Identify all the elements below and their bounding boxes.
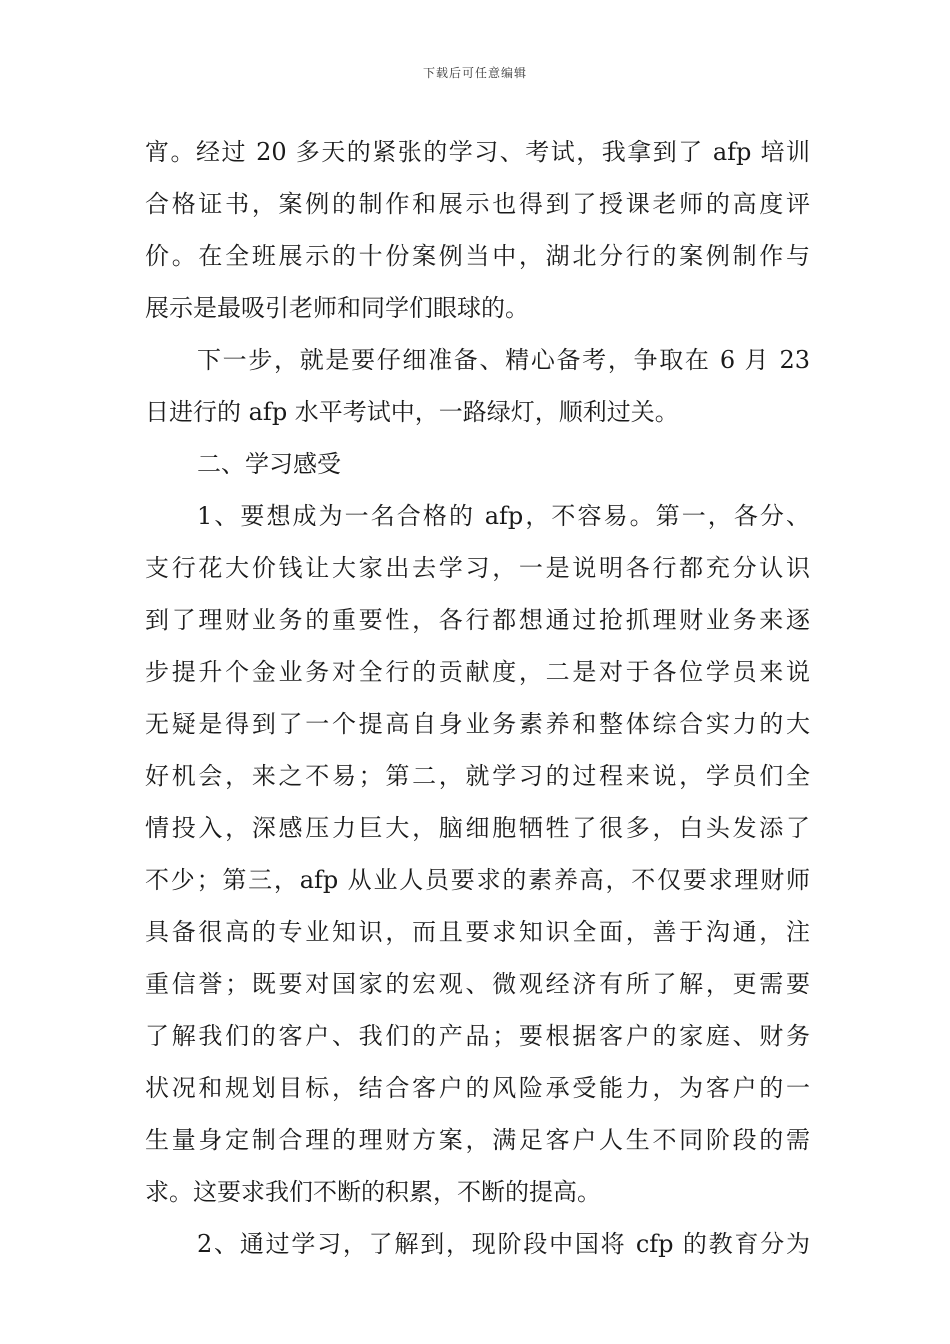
document-body [145,126,810,1270]
text-line: 生量身定制合理的理财方案，满足客户人生不同阶段的需 [145,1126,810,1154]
text-line: 不少；第三，afp 从业人员要求的素养高，不仅要求理财师 [145,866,810,894]
text-line: 好机会，来之不易；第二，就学习的过程来说，学员们全 [145,762,810,790]
text-line: 价。在全班展示的十份案例当中，湖北分行的案例制作与 [145,242,810,270]
text-line: 到了理财业务的重要性，各行都想通过抢抓理财业务来逐 [145,606,810,634]
text-line: 支行花大价钱让大家出去学习，一是说明各行都充分认识 [145,554,810,582]
text-line: 1、要想成为一名合格的 afp，不容易。第一，各分、 [197,502,810,530]
text-line: 状况和规划目标，结合客户的风险承受能力，为客户的一 [145,1074,810,1102]
section-heading: 二、学习感受 [197,450,341,478]
page-header-note: 下载后可任意编辑 [422,66,527,80]
text-line: 下一步，就是要仔细准备、精心备考，争取在 6 月 23 [197,346,810,374]
text-line: 日进行的 afp 水平考试中，一路绿灯，顺利过关。 [145,398,679,426]
text-line: 无疑是得到了一个提高自身业务素养和整体综合实力的大 [145,710,810,738]
text-line: 2、通过学习，了解到，现阶段中国将 cfp 的教育分为 [197,1230,810,1258]
text-line: 步提升个金业务对全行的贡献度，二是对于各位学员来说 [145,658,810,686]
text-line: 重信誉；既要对国家的宏观、微观经济有所了解，更需要 [145,970,810,998]
text-line: 合格证书，案例的制作和展示也得到了授课老师的高度评 [145,190,810,218]
text-line: 具备很高的专业知识，而且要求知识全面，善于沟通，注 [145,918,810,946]
text-line: 了解我们的客户、我们的产品；要根据客户的家庭、财务 [145,1022,810,1050]
text-line: 宵。经过 20 多天的紧张的学习、考试，我拿到了 afp 培训 [145,138,810,166]
text-line: 求。这要求我们不断的积累，不断的提高。 [145,1178,601,1206]
text-line: 展示是最吸引老师和同学们眼球的。 [145,294,529,322]
text-line: 情投入，深感压力巨大，脑细胞牺牲了很多，白头发添了 [145,814,810,842]
